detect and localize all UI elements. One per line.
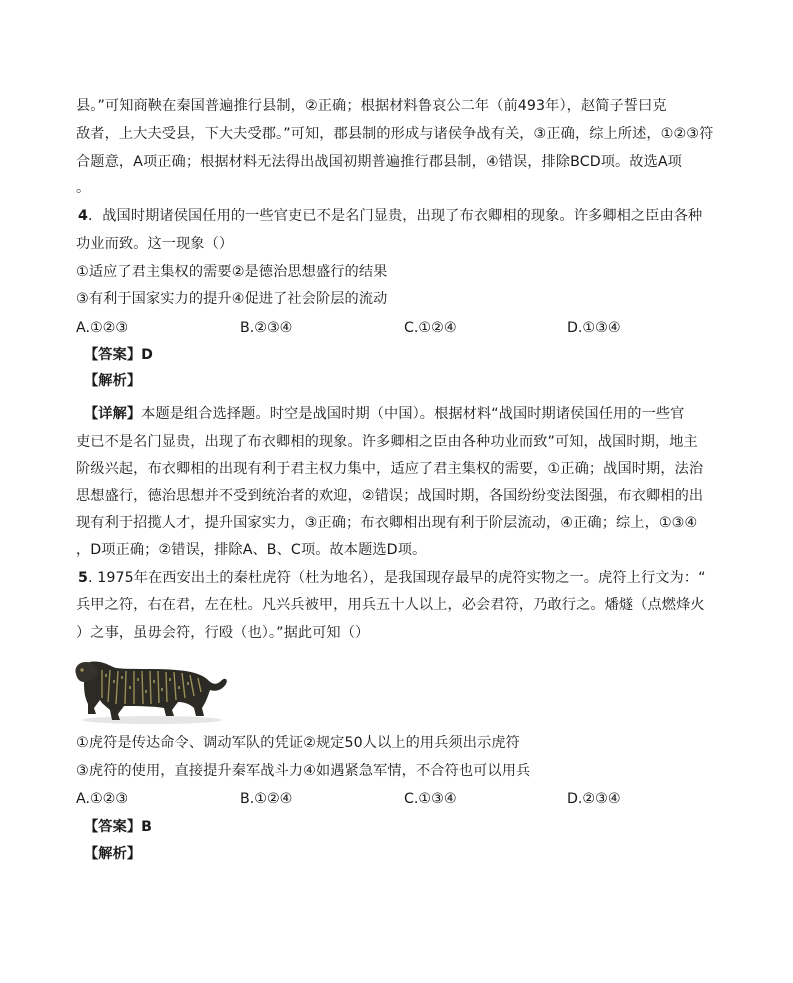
detail-line: ，D项正确；②错误，排除A、B、C项。故本题选D项。 (76, 542, 427, 558)
question-5-item: ①虎符是传达命令、调动军队的凭证②规定50人以上的用兵须出示虎符 (76, 735, 520, 751)
option-c: C.①②④ (404, 320, 457, 336)
text-line: 合题意，A项正确；根据材料无法得出战国初期普遍推行郡县制，④错误，排除BCD项。故选A项 (76, 154, 682, 170)
question-5-stem-cont: ）之事，虽毋会符，行殴（也）。”据此可知（） (76, 625, 370, 641)
text-line: 敌者，上大夫受县，下大夫受郡。”可知，郡县制的形成与诸侯争战有关，③正确，综上所述，①②③符 (76, 126, 714, 142)
answer-line (84, 817, 152, 837)
analysis-label: 【解析】 (84, 373, 142, 389)
answer-value: D (141, 347, 154, 363)
option-d: D.②③④ (567, 791, 621, 807)
option-a: A.①②③ (76, 791, 129, 807)
option-b: B.①②④ (240, 791, 293, 807)
option-b: B.②③④ (240, 320, 293, 336)
question-stem-text: . 1975年在西安出土的秦杜虎符（杜为地名），是我国现存最早的虎符实物之一。虎符上行文为：“ (87, 570, 706, 586)
answer-label: 【答案】 (84, 819, 142, 835)
question-4-item: ③有利于国家实力的提升④促进了社会阶层的流动 (76, 291, 388, 307)
question-number: 4 (78, 208, 88, 224)
question-4-stem-cont: 功业而致。这一现象（） (76, 236, 234, 252)
detail-label: 【详解】 (84, 406, 142, 422)
text-line: 。 (76, 180, 91, 196)
detail-line: 吏已不是名门显贵，出现了布衣卿相的现象。许多卿相之臣由各种功业而致”可知，战国时期，地主 (76, 434, 698, 450)
question-4-item: ①适应了君主集权的需要②是德治思想盛行的结果 (76, 264, 388, 280)
detail-line: 阶级兴起，布衣卿相的出现有利于君主权力集中，适应了君主集权的需要，①正确；战国时期，法治 (76, 461, 704, 477)
detail-text: 本题是组合选择题。时空是战国时期（中国）。根据材料“战国时期诸侯国任用的一些官 (141, 406, 685, 422)
question-4-stem (78, 206, 702, 226)
option-d: D.①③④ (567, 320, 621, 336)
question-number: 5 (78, 570, 88, 586)
question-5-item: ③虎符的使用，直接提升秦军战斗力④如遇紧急军情，不合符也可以用兵 (76, 763, 531, 779)
option-c: C.①③④ (404, 791, 457, 807)
answer-line (84, 345, 153, 365)
option-a: A.①②③ (76, 320, 129, 336)
answer-label: 【答案】 (84, 347, 142, 363)
answer-value: B (141, 819, 153, 835)
tiger-tally-image (72, 650, 230, 726)
detail-line: 思想盛行，德治思想并不受到统治者的欢迎，②错误；战国时期，各国纷纷变法图强，布衣卿相的出 (76, 488, 704, 504)
text-line: 县。”可知商鞅在秦国普遍推行县制，②正确；根据材料鲁哀公二年（前493年），赵简子誓曰克 (76, 98, 667, 114)
question-stem-text: ．战国时期诸侯国任用的一些官吏已不是名门显贵，出现了布衣卿相的现象。许多卿相之臣由各种 (87, 208, 703, 224)
question-5-stem-cont: 兵甲之符，右在君，左在杜。凡兴兵被甲，用兵五十人以上，必会君符，乃敢行之。燔燧（点燃烽火 (76, 597, 705, 613)
analysis-label: 【解析】 (84, 846, 142, 862)
question-5-stem (78, 568, 706, 588)
detail-line (84, 404, 684, 424)
detail-line: 现有利于招揽人才，提升国家实力，③正确；布衣卿相出现有利于阶层流动，④正确；综上，①③④ (76, 515, 698, 531)
